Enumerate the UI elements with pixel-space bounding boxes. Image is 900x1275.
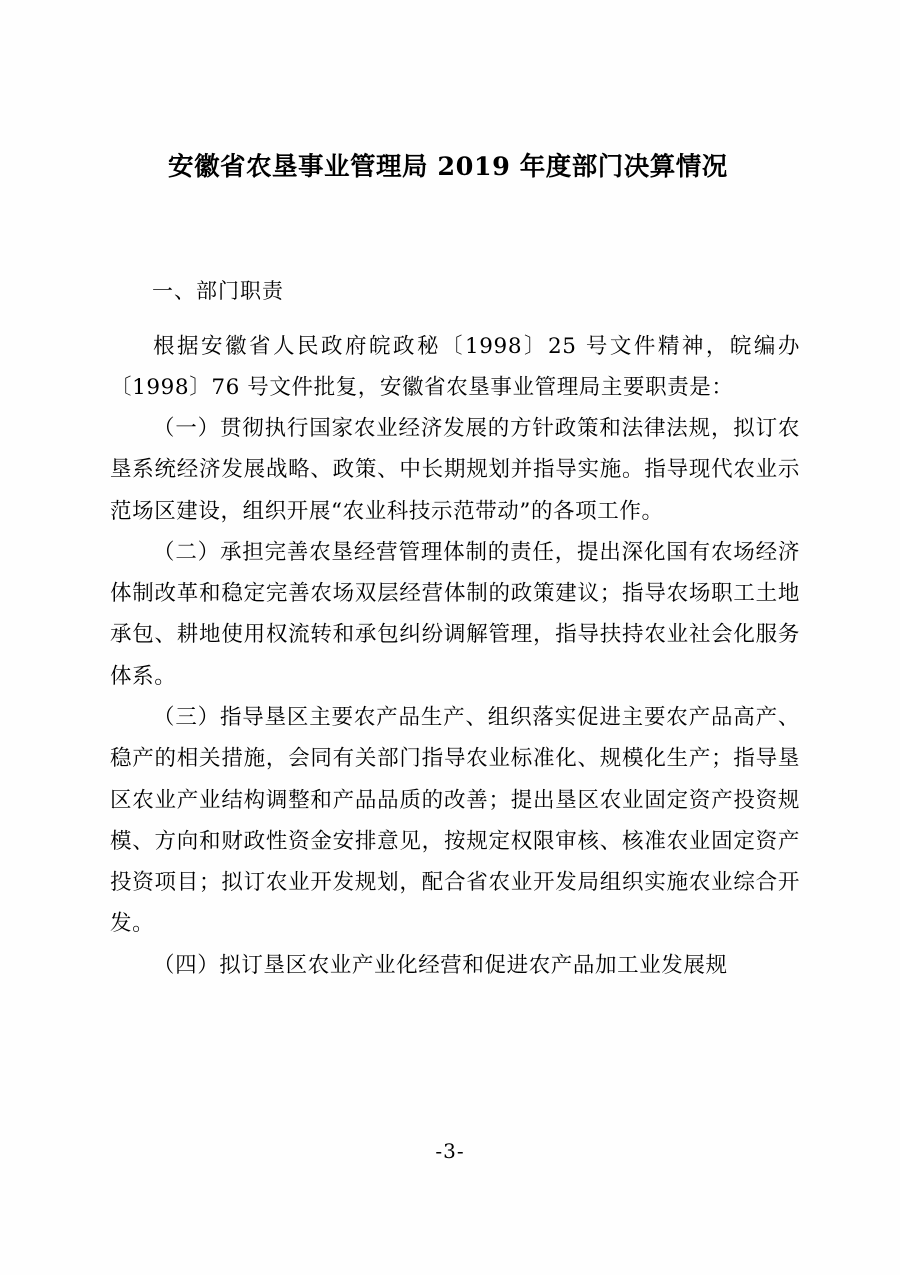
document-content bbox=[110, 0, 800, 986]
page-title: 安徽省农垦事业管理局 2019 年度部门决算情况 bbox=[168, 152, 728, 182]
paragraph-intro: 根据安徽省人民政府皖政秘〔1998〕25 号文件精神，皖编办〔1998〕76 号文件批复，安徽省农垦事业管理局主要职责是： bbox=[110, 333, 800, 400]
paragraph-item-2: （二）承担完善农垦经营管理体制的责任，提出深化国有农场经济体制改革和稳定完善农场双层经营体制的政策建议；指导农场职工土地承包、耕地使用权流转和承包纠纷调解管理，指导扶持农业社会化服务体系。 bbox=[110, 539, 800, 689]
paragraph-item-4: （四）拟订垦区农业产业化经营和促进农产品加工业发展规 bbox=[153, 952, 728, 978]
section-heading-duties: 一、部门职责 bbox=[152, 278, 284, 303]
paragraph-item-1: （一）贯彻执行国家农业经济发展的方针政策和法律法规，拟订农垦系统经济发展战略、政策、中长期规划并指导实施。指导现代农业示范场区建设，组织开展“农业科技示范带动”的各项工作。 bbox=[110, 416, 800, 524]
page-number: -3- bbox=[435, 1139, 465, 1163]
paragraph-item-3: （三）指导垦区主要农产品生产、组织落实促进主要农产品高产、稳产的相关措施，会同有关部门指导农业标准化、规模化生产；指导垦区农业产业结构调整和产品品质的改善；提出垦区农业固定资产投资规模、方向和财政性资金安排意见，按规定权限审核、核准农业固定资产投资项目；拟订农业开发规划，配合省农业开发局组织实施农业综合开发。 bbox=[110, 704, 800, 937]
